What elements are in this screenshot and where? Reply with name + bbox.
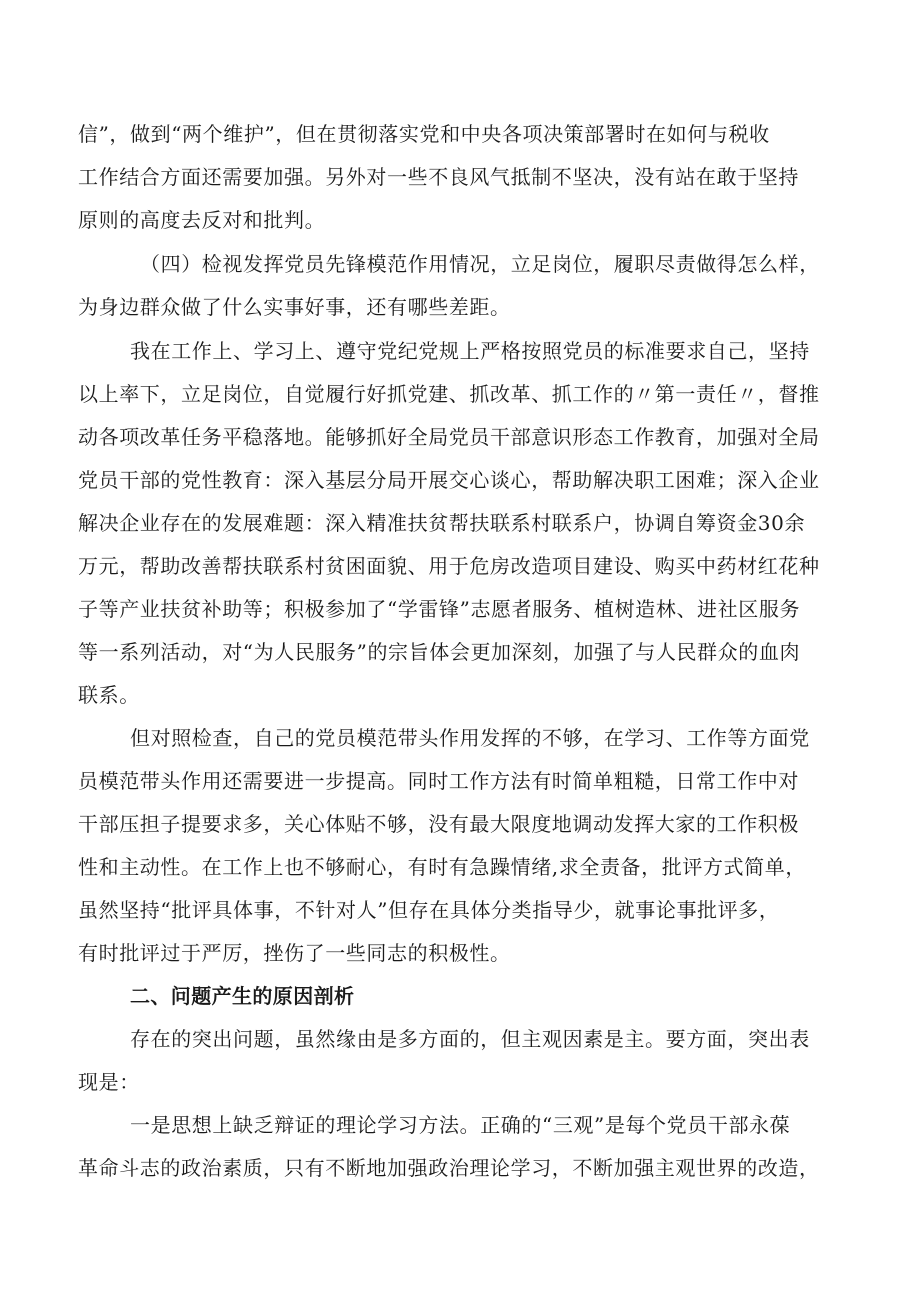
text-line: 信”，做到“两个维护”，但在贯彻落实党和中央各项决策部署时在如何与税收: [78, 122, 770, 146]
text-line: 一是思想上缺乏辩证的理论学习方法。正确的“三观”是每个党员干部永葆: [130, 1113, 791, 1137]
text-line: 存在的突出问题，虽然缘由是多方面的，但主观因素是主。要方面，突出表: [130, 1027, 810, 1051]
text-line: 党员干部的党性教育：深入基层分局开展交心谈心，帮助解决职工困难；深入企业: [78, 468, 820, 492]
text-line: 工作结合方面还需要加强。另外对一些不良风气抵制不坚决，没有站在敢于坚持: [78, 165, 799, 189]
text-line: 联系。: [78, 683, 140, 707]
text-line: 现是：: [78, 1070, 140, 1094]
text-line: 干部压担子提要求多，关心体贴不够，没有最大限度地调动发挥大家的工作积极: [78, 812, 799, 836]
text-line: 等一系列活动，对“为人民服务”的宗旨体会更加深刻，加强了与人民群众的血肉: [78, 640, 801, 664]
text-line: 员模范带头作用还需要进一步提高。同时工作方法有时简单粗糙，日常工作中对: [78, 769, 799, 793]
text-line: 性和主动性。在工作上也不够耐心，有时有急躁情绪,求全责备，批评方式简单，: [78, 855, 806, 879]
text-line: 原则的高度去反对和批判。: [78, 208, 326, 232]
text-line: 有时批评过于严厉，挫伤了一些同志的积极性。: [78, 941, 511, 965]
text-line: 虽然坚持“批评具体事，不针对人”但存在具体分类指导少，就事论事批评多，: [78, 898, 780, 922]
text-line: 子等产业扶贫补助等；积极参加了“学雷锋”志愿者服务、植树造林、进社区服务: [78, 597, 801, 621]
text-line: 动各项改革任务平稳落地。能够抓好全局党员干部意识形态工作教育，加强对全局: [78, 425, 820, 449]
text-line: 革命斗志的政治素质，只有不断地加强政治理论学习，不断加强主观世界的改造，: [78, 1156, 820, 1180]
text-line: 我在工作上、学习上、遵守党纪党规上严格按照党员的标准要求自己，坚持: [130, 339, 810, 363]
section-heading: （四）检视发挥党员先锋模范作用情况，立足岗位，履职尽责做得怎么样，: [140, 252, 820, 276]
text-line: 万元，帮助改善帮扶联系村贫困面貌、用于危房改造项目建设、购买中药材红花种: [78, 554, 820, 578]
text-line: 但对照检查，自己的党员模范带头作用发挥的不够，在学习、工作等方面党: [130, 726, 810, 750]
text-line: 以上率下，立足岗位，自觉履行好抓党建、抓改革、抓工作的〃第一责任〃，督推: [78, 382, 820, 406]
text-line: 为身边群众做了什么实事好事，还有哪些差距。: [78, 295, 511, 319]
text-line: 解决企业存在的发展难题：深入精准扶贫帮扶联系村联系户，协调自筹资金30余: [78, 511, 806, 535]
section-title: 二、问题产生的原因剖析: [130, 984, 355, 1008]
